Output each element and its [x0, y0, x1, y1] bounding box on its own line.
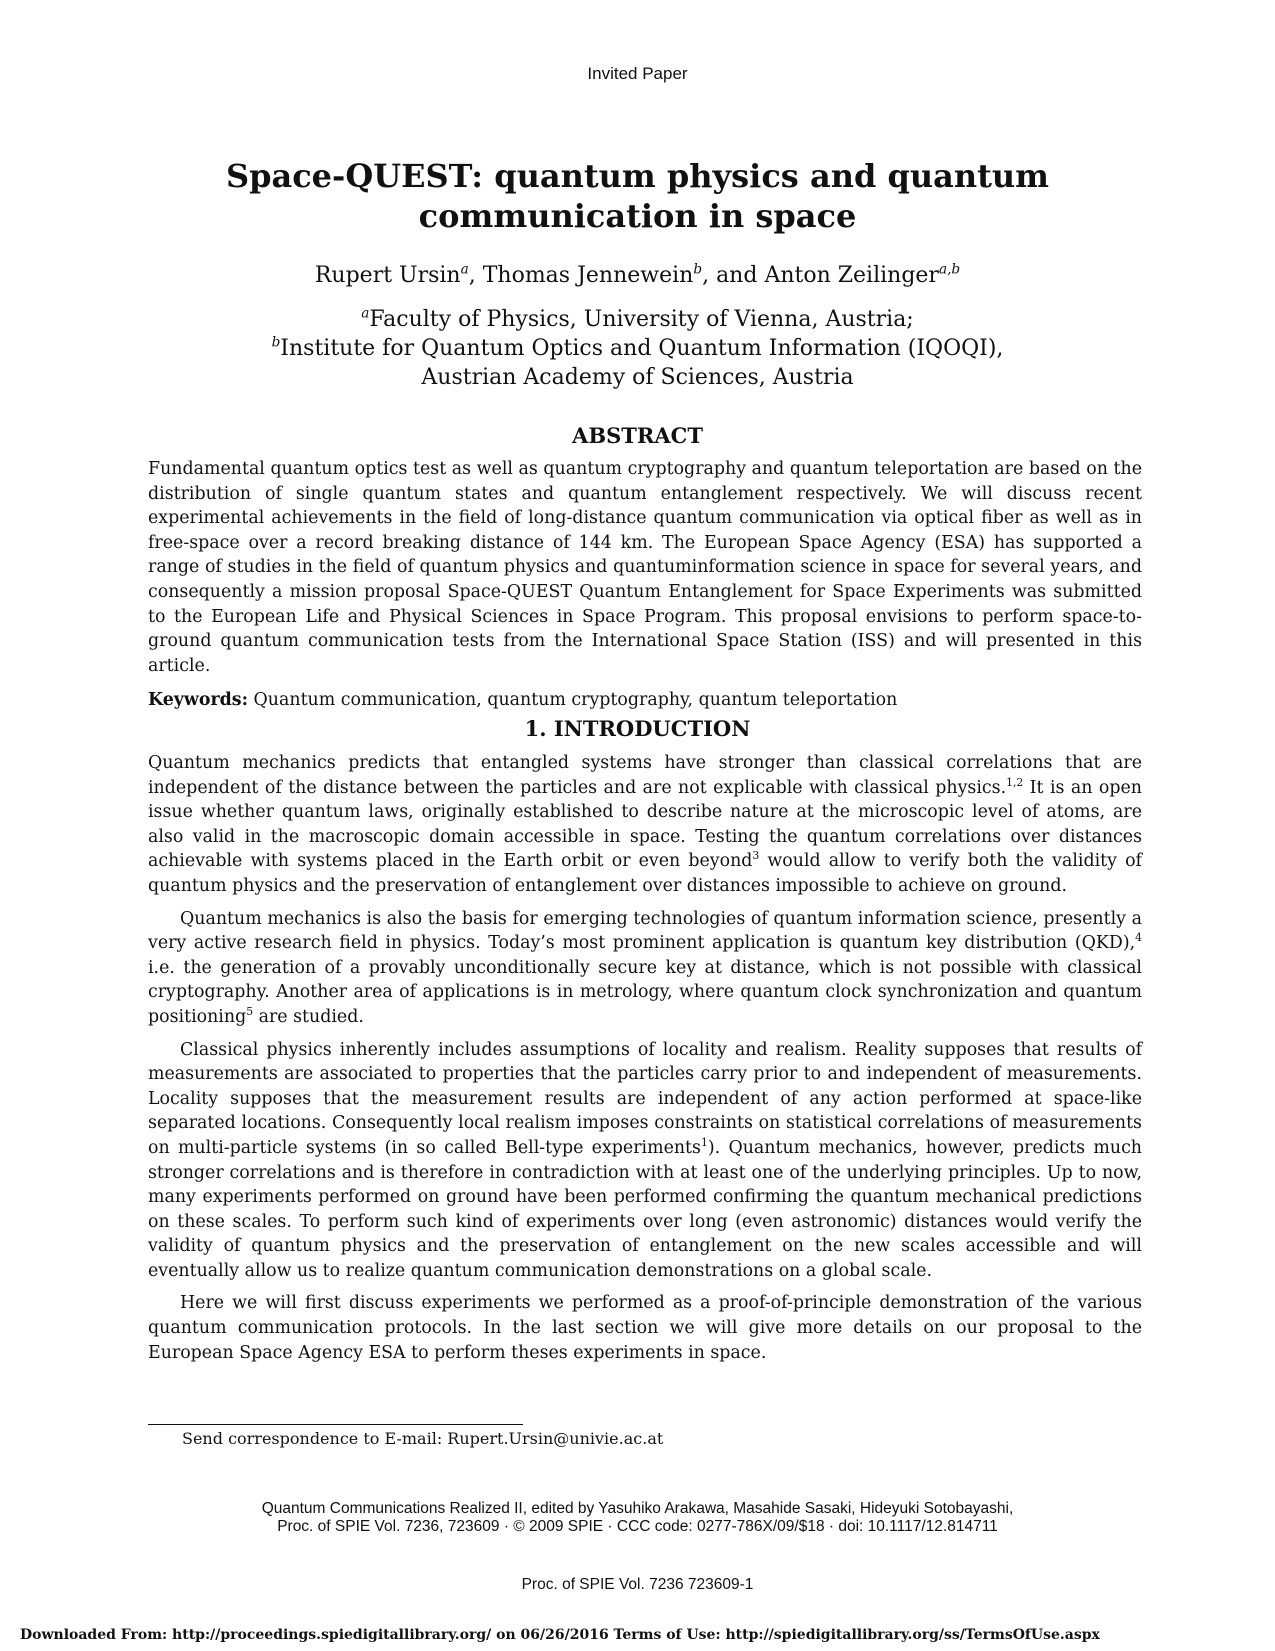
citation-line-2: Proc. of SPIE Vol. 7236, 723609 · © 2009 SPIE · CCC code: 0277-786X/09/$18 · doi: 10.1117/12.814711: [277, 1518, 998, 1535]
citation-ref: 1: [700, 1136, 708, 1150]
abstract-section: [148, 457, 1142, 721]
invited-paper-label: Invited Paper: [587, 64, 688, 83]
affiliations: [140, 305, 1135, 392]
introduction-body: [148, 751, 1142, 1373]
author-jennewein: Thomas Jennewein: [482, 263, 694, 288]
author-list: [140, 262, 1135, 290]
affiliation-a: [140, 305, 1135, 334]
citation-ref: 4: [1135, 931, 1142, 945]
intro-p1-text: Quantum mechanics predicts that entangled systems have stronger than classical correlations that are independent of the distance between the particles and are not explicable with classical physics.: [148, 753, 1142, 798]
intro-p1-text: would allow to verify both the validity of quantum physics and the preservation of entanglement over distances impossible to achieve on ground.: [148, 851, 1142, 896]
author-jennewein-affil: b: [693, 261, 703, 278]
intro-p3-text: ). Quantum mechanics, however, predicts much stronger correlations and is therefore in contradiction with at least one of the underlying principles. Up to now, many experiments performed on ground have been performed confirming the quantum mechanical predictions on these scales. To perform such kind of experiments over long (even astronomic) distances would verify the validity of quantum physics and the preservation of entanglement on the new scales accessible and will eventually allow us to realize quantum communication demonstrations on a global scale.: [148, 1137, 1143, 1281]
affiliation-b-marker: b: [271, 334, 281, 351]
footnote-divider: [148, 1424, 523, 1425]
publication-citation: [0, 1500, 1275, 1536]
intro-p2-text: i.e. the generation of a provably unconditionally secure key at distance, which is not possible with classical cryptography. Another area of applications is in metrology, where quantum clock synchronization and quantum positioning: [148, 957, 1142, 1027]
introduction-heading: 1. INTRODUCTION: [524, 716, 751, 741]
keywords: [148, 688, 1142, 713]
citation-ref: 5: [246, 1005, 254, 1019]
keywords-label: Keywords:: [148, 690, 249, 711]
intro-paragraph-2: [148, 907, 1142, 1030]
intro-p2-text: Quantum mechanics is also the basis for emerging technologies of quantum information science, presently a very active research field in physics. Today’s most prominent application is quantum key distribution (QKD),: [148, 908, 1142, 954]
abstract-text: Fundamental quantum optics test as well as quantum cryptography and quantum teleportation are based on the distribution of single quantum states and quantum entanglement respectively. We will discuss recent experimental achievements in the field of long-distance quantum communication via optical fiber as well as in free-space over a record breaking distance of 144 km. The European Space Agency (ESA) has supported a range of studies in the field of quantum physics and quantuminformation science in space for several years, and consequently a mission proposal Space-QUEST Quantum Entanglement for Space Experiments was submitted to the European Life and Physical Sciences in Space Program. This proposal envisions to perform space-to-ground quantum communication tests from the International Space Station (ISS) and will presented in this article.: [148, 459, 1142, 676]
citation-line-1: Quantum Communications Realized II, edited by Yasuhiko Arakawa, Masahide Sasaki, Hideyuki Sotobayashi,: [261, 1500, 1014, 1517]
title-line-2: communication in space: [418, 197, 857, 235]
affiliation-b-line-2: Austrian Academy of Sciences, Austria: [421, 365, 854, 390]
intro-p2-text: are studied.: [253, 1006, 364, 1027]
author-zeilinger-affil: a,b: [938, 261, 961, 278]
affiliation-a-text: Faculty of Physics, University of Vienna, Austria;: [369, 307, 914, 332]
intro-paragraph-4: Here we will first discuss experiments we performed as a proof-of-principle demonstration of the various quantum communication protocols. In the last section we will give more details on our proposal to the European Space Agency ESA to perform theses experiments in space.: [148, 1293, 1142, 1363]
affiliation-b: [140, 334, 1135, 363]
affiliation-b-text: Institute for Quantum Optics and Quantum Information (IQOQI),: [280, 336, 1004, 361]
author-ursin: Rupert Ursin: [314, 263, 461, 288]
keywords-text: Quantum communication, quantum cryptography, quantum teleportation: [248, 690, 898, 711]
intro-paragraph-3: [148, 1038, 1142, 1284]
correspondence-footnote: Send correspondence to E-mail: Rupert.Ursin@univie.ac.at: [182, 1429, 664, 1448]
title-line-1: Space-QUEST: quantum physics and quantum: [225, 157, 1050, 195]
abstract-heading: ABSTRACT: [572, 423, 703, 448]
download-notice: Downloaded From: http://proceedings.spiedigitallibrary.org/ on 06/26/2016 Terms of Use: http://spiedigitallibrary.org/ss/TermsOfUse.aspx: [20, 1627, 1100, 1643]
intro-paragraph-1: [148, 751, 1142, 899]
citation-ref: 3: [752, 849, 760, 863]
paper-title: [140, 156, 1135, 236]
author-separator: ,: [468, 263, 483, 288]
author-zeilinger: Anton Zeilinger: [764, 263, 939, 288]
page-number: Proc. of SPIE Vol. 7236 723609-1: [521, 1576, 754, 1593]
citation-ref: 1,2: [1006, 775, 1024, 789]
intro-p1-text: It is an open issue whether quantum laws, originally established to describe nature at the microscopic level of atoms, are also valid in the macroscopic domain accessible in space. Testing the quantum correlations over distances achievable with systems placed in the Earth orbit or even beyond: [148, 777, 1142, 872]
intro-p3-text: Classical physics inherently includes assumptions of locality and realism. Reality supposes that results of measurements are associated to properties that the particles carry prior to and independent of measurements. Locality supposes that the measurement results are independent of any action performed at space-like separated locations. Consequently local realism imposes constraints on statistical correlations of measurements on multi-particle systems (in so called Bell-type experiments: [148, 1039, 1142, 1158]
author-separator: , and: [702, 263, 765, 288]
author-ursin-affil: a: [460, 261, 469, 278]
affiliation-a-marker: a: [361, 305, 370, 322]
